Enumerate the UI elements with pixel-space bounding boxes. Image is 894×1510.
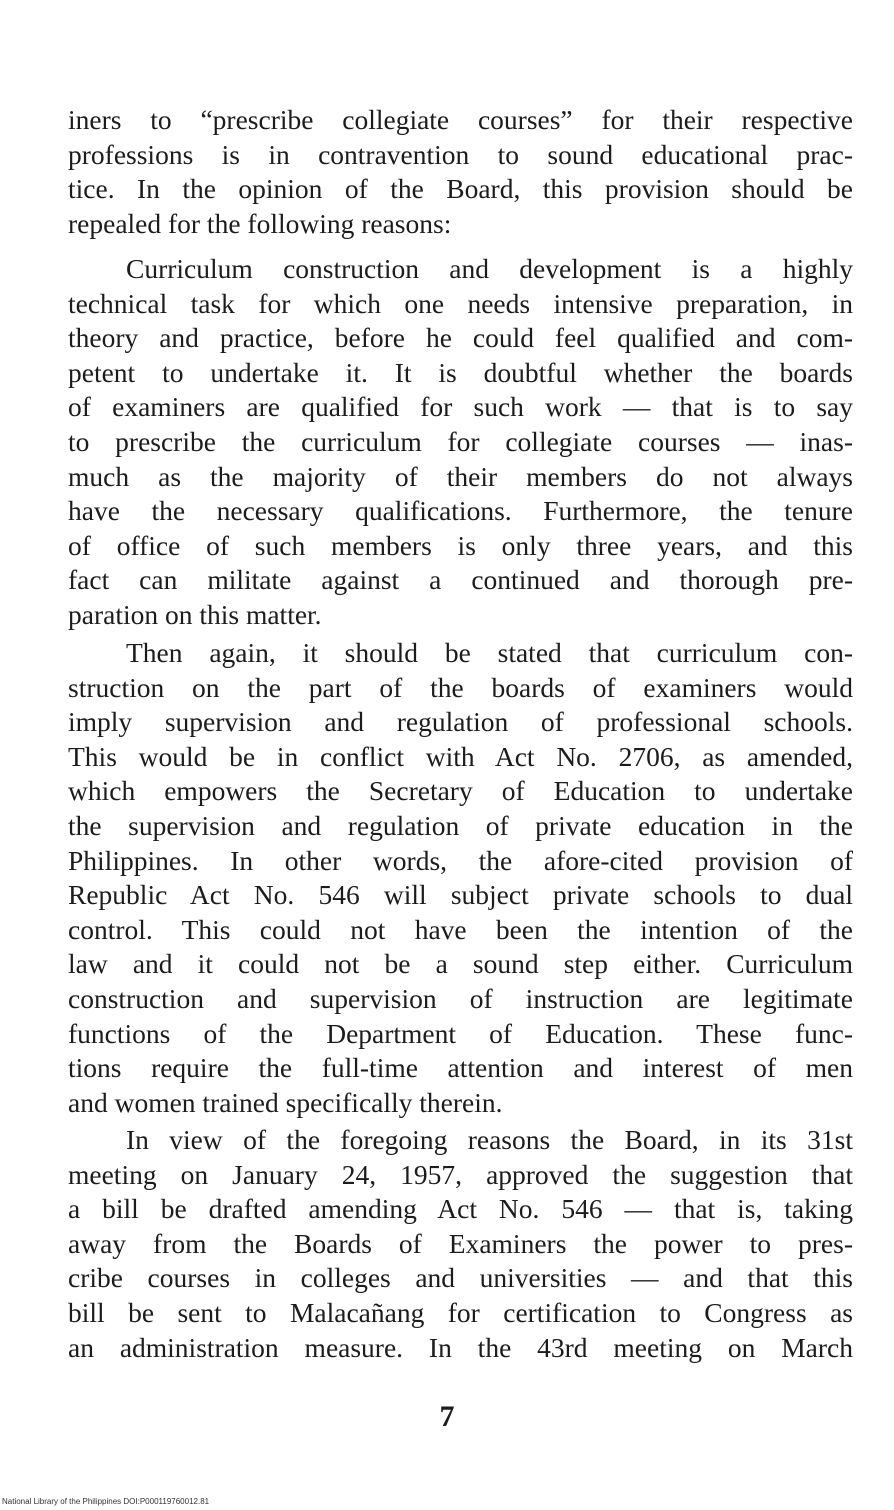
text-line: fact can militate against a continued and thorough pre- <box>68 564 853 596</box>
paragraph-1 <box>68 103 853 241</box>
text-line: the supervision and regulation of private education in the <box>68 809 853 841</box>
text-line: imply supervision and regulation of professional schools. <box>68 706 853 738</box>
text-line: struction on the part of the boards of examiners would <box>68 671 853 703</box>
text-line: of office of such members is only three years, and this <box>68 529 853 561</box>
text-line: Philippines. In other words, the afore-cited provision of <box>68 844 853 876</box>
text-line: In view of the foregoing reasons the Board, in its 31st <box>126 1124 853 1155</box>
text-line: and women trained specifically therein. <box>68 1086 503 1118</box>
text-line: professions is in contravention to sound educational prac- <box>68 138 853 170</box>
text-line: a bill be drafted amending Act No. 546 — that is, taking <box>68 1193 853 1225</box>
text-line: petent to undertake it. It is doubtful whether the boards <box>68 356 853 388</box>
text-line: have the necessary qualifications. Furthermore, the tenure <box>68 495 853 527</box>
text-line: Republic Act No. 546 will subject private schools to dual <box>68 879 853 911</box>
paragraph-2 <box>68 252 853 633</box>
text-line: theory and practice, before he could feel qualified and com- <box>68 322 853 354</box>
text-line: iners to “prescribe collegiate courses” for their respective <box>68 104 853 135</box>
text-line: control. This could not have been the intention of the <box>68 913 853 945</box>
text-line: law and it could not be a sound step either. Curriculum <box>68 948 853 980</box>
paragraph-3 <box>68 636 853 1120</box>
text-line: functions of the Department of Education. These func- <box>68 1017 853 1049</box>
text-line: much as the majority of their members do not always <box>68 460 853 492</box>
text-line: cribe courses in colleges and universities — and that this <box>68 1262 853 1294</box>
text-line: tions require the full-time attention and interest of men <box>68 1052 853 1084</box>
text-line: of examiners are qualified for such work — that is to say <box>68 391 853 423</box>
text-line: technical task for which one needs intensive preparation, in <box>68 287 853 319</box>
text-line: Curriculum construction and development is a highly <box>126 253 853 284</box>
page-number: 7 <box>439 1400 455 1433</box>
text-line: repealed for the following reasons: <box>68 207 452 239</box>
text-line: paration on this matter. <box>68 598 322 630</box>
text-line: to prescribe the curriculum for collegiate courses — inas- <box>68 425 853 457</box>
text-line: construction and supervision of instruction are legitimate <box>68 982 853 1014</box>
text-line: which empowers the Secretary of Education to undertake <box>68 775 853 807</box>
text-line: This would be in conflict with Act No. 2706, as amended, <box>68 740 853 772</box>
footer-credit: National Library of the Philippines DOI:P000119760012.81 <box>2 1497 210 1506</box>
text-line: an administration measure. In the 43rd meeting on March <box>68 1331 853 1363</box>
text-line: tice. In the opinion of the Board, this provision should be <box>68 173 853 205</box>
text-line: Then again, it should be stated that curriculum con- <box>126 637 853 668</box>
paragraph-4 <box>68 1123 853 1365</box>
text-line: away from the Boards of Examiners the power to pres- <box>68 1227 853 1259</box>
text-line: meeting on January 24, 1957, approved the suggestion that <box>68 1158 853 1190</box>
text-line: bill be sent to Malacañang for certification to Congress as <box>68 1296 853 1328</box>
